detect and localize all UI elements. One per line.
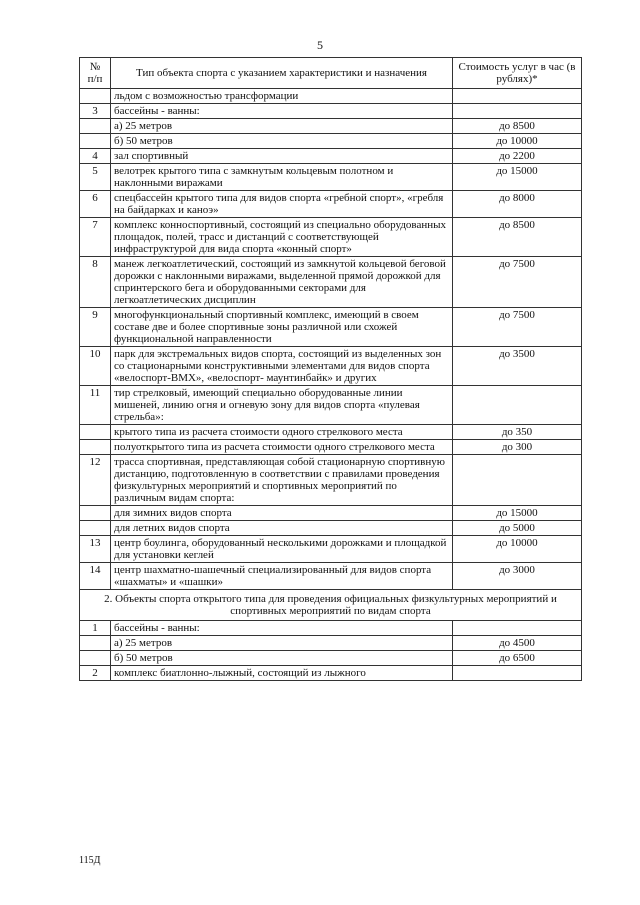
header-type: Тип объекта спорта с указанием характеристики и назначения: [111, 58, 453, 89]
row-number: 14: [80, 563, 111, 590]
row-price: [453, 621, 582, 636]
table-row: [80, 149, 582, 164]
row-description: бассейны - ванны:: [111, 621, 453, 636]
row-description: многофункциональный спортивный комплекс, имеющий в своем составе две и более спортивные зоны различной или схожей функциональной направленности: [111, 308, 453, 347]
table-row: [80, 386, 582, 425]
table-row: [80, 347, 582, 386]
row-number: 3: [80, 104, 111, 119]
row-price: [453, 666, 582, 681]
sports-pricing-table: [79, 57, 582, 681]
table-row: [80, 119, 582, 134]
row-description: трасса спортивная, представляющая собой стационарную спортивную дистанцию, подготовленную в соответствии с правилами проведения физкультурных мероприятий и спортивных мероприятий по различным видам спорта:: [111, 455, 453, 506]
table-row: [80, 563, 582, 590]
row-price: до 6500: [453, 651, 582, 666]
row-description: б) 50 метров: [111, 134, 453, 149]
table-row: [80, 218, 582, 257]
row-number: 9: [80, 308, 111, 347]
row-price: до 350: [453, 425, 582, 440]
row-description: а) 25 метров: [111, 636, 453, 651]
table-row: [80, 89, 582, 104]
row-price: до 8500: [453, 218, 582, 257]
row-number: 8: [80, 257, 111, 308]
table-row: [80, 621, 582, 636]
row-number: [80, 440, 111, 455]
row-price: [453, 89, 582, 104]
row-description: центр боулинга, оборудованный несколькими дорожками и площадкой для установки кеглей: [111, 536, 453, 563]
row-price: до 4500: [453, 636, 582, 651]
row-price: до 15000: [453, 164, 582, 191]
row-number: 12: [80, 455, 111, 506]
row-description: для летних видов спорта: [111, 521, 453, 536]
section2-title: 2. Объекты спорта открытого типа для проведения официальных физкультурных мероприятий и спортивных мероприятий по видам спорта: [80, 590, 582, 621]
row-description: льдом с возможностью трансформации: [111, 89, 453, 104]
row-number: 11: [80, 386, 111, 425]
section1-rows: [80, 89, 582, 590]
row-number: [80, 425, 111, 440]
row-description: зал спортивный: [111, 149, 453, 164]
row-description: комплекс конноспортивный, состоящий из специально оборудованных площадок, полей, трасс и дистанций с соответствующей инфраструктурой для вида спорта «конный спорт»: [111, 218, 453, 257]
row-price: до 7500: [453, 308, 582, 347]
footer-code: 115Д: [79, 855, 101, 866]
table-row: [80, 651, 582, 666]
table-row: [80, 455, 582, 506]
row-description: полуоткрытого типа из расчета стоимости одного стрелкового места: [111, 440, 453, 455]
table-row: [80, 440, 582, 455]
table-row: [80, 134, 582, 149]
row-description: тир стрелковый, имеющий специально оборудованные линии мишеней, линию огня и огневую зону для видов спорта «пулевая стрельба»:: [111, 386, 453, 425]
row-description: бассейны - ванны:: [111, 104, 453, 119]
row-number: 2: [80, 666, 111, 681]
row-number: [80, 636, 111, 651]
row-number: [80, 134, 111, 149]
row-price: до 10000: [453, 536, 582, 563]
section2-rows: [80, 621, 582, 681]
table-header-row: [80, 58, 582, 89]
row-number: 5: [80, 164, 111, 191]
table-row: [80, 425, 582, 440]
table-row: [80, 506, 582, 521]
row-price: до 15000: [453, 506, 582, 521]
row-price: до 8500: [453, 119, 582, 134]
section2-header-row: [80, 590, 582, 621]
row-number: [80, 521, 111, 536]
row-description: велотрек крытого типа с замкнутым кольцевым полотном и наклонными виражами: [111, 164, 453, 191]
row-description: парк для экстремальных видов спорта, состоящий из выделенных зон со стационарными конструктивными элементами для видов спорта «велоспорт-ВМХ», «велоспорт- маунтинбайк» и других: [111, 347, 453, 386]
row-description: а) 25 метров: [111, 119, 453, 134]
row-price: до 3500: [453, 347, 582, 386]
row-description: б) 50 метров: [111, 651, 453, 666]
table-row: [80, 536, 582, 563]
row-price: [453, 386, 582, 425]
row-description: для зимних видов спорта: [111, 506, 453, 521]
row-price: до 3000: [453, 563, 582, 590]
table-row: [80, 191, 582, 218]
table-row: [80, 636, 582, 651]
header-num: № п/п: [80, 58, 111, 89]
row-price: до 5000: [453, 521, 582, 536]
row-price: до 300: [453, 440, 582, 455]
row-number: 10: [80, 347, 111, 386]
row-number: [80, 651, 111, 666]
table-row: [80, 521, 582, 536]
row-number: [80, 89, 111, 104]
row-price: до 8000: [453, 191, 582, 218]
row-description: комплекс биатлонно-лыжный, состоящий из лыжного: [111, 666, 453, 681]
row-description: манеж легкоатлетический, состоящий из замкнутой кольцевой беговой дорожки с наклонными виражами, выделенной прямой дорожкой для спринтерского бега и оборудованными секторами для легкоатлетических дисциплин: [111, 257, 453, 308]
row-price: [453, 104, 582, 119]
row-number: 13: [80, 536, 111, 563]
table-row: [80, 164, 582, 191]
row-price: до 7500: [453, 257, 582, 308]
row-number: 1: [80, 621, 111, 636]
row-number: 4: [80, 149, 111, 164]
row-number: 6: [80, 191, 111, 218]
table-row: [80, 666, 582, 681]
row-number: [80, 119, 111, 134]
row-price: до 10000: [453, 134, 582, 149]
page-number: 5: [317, 38, 323, 52]
header-cost: Стоимость услуг в час (в рублях)*: [453, 58, 582, 89]
row-number: [80, 506, 111, 521]
row-price: до 2200: [453, 149, 582, 164]
row-price: [453, 455, 582, 506]
row-number: 7: [80, 218, 111, 257]
row-description: крытого типа из расчета стоимости одного стрелкового места: [111, 425, 453, 440]
table-row: [80, 308, 582, 347]
row-description: спецбассейн крытого типа для видов спорта «гребной спорт», «гребля на байдарках и каноэ»: [111, 191, 453, 218]
table-row: [80, 257, 582, 308]
table-row: [80, 104, 582, 119]
row-description: центр шахматно-шашечный специализированный для видов спорта «шахматы» и «шашки»: [111, 563, 453, 590]
